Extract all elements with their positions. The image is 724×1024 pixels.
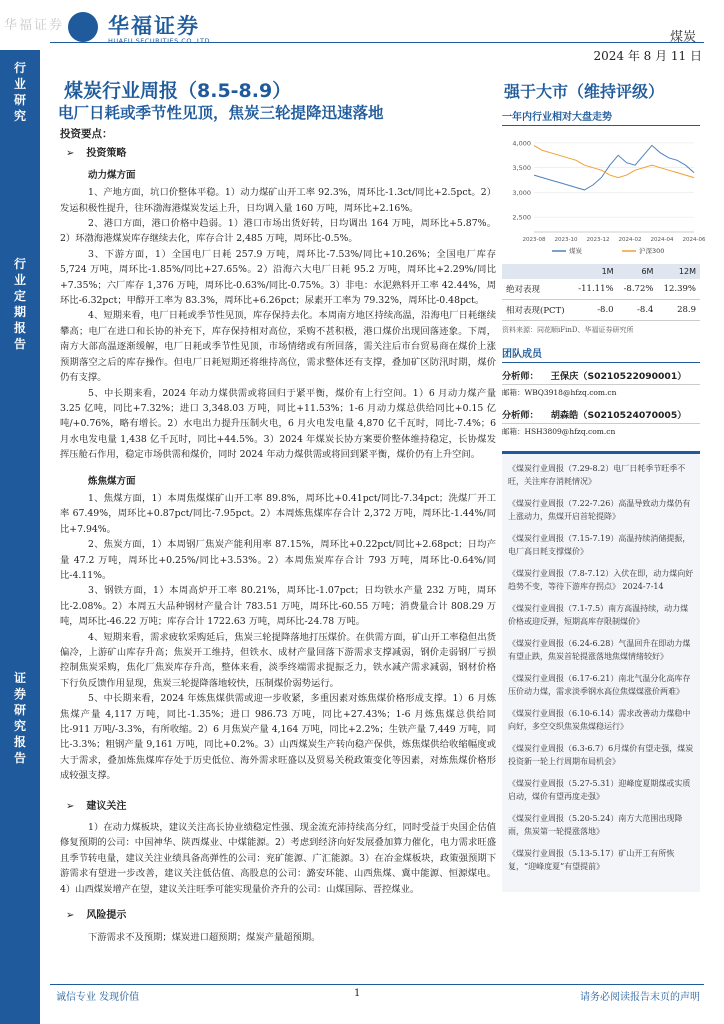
strategy-heading-text: 投资策略 [86,148,127,160]
arrow-bullet-icon: ➢ [66,800,75,812]
risk-heading-text: 风险提示 [86,910,127,922]
related-report-item[interactable]: 《煤炭行业周报（5.20-5.24）南方大范围出现降雨，焦炭第一轮提涨落地》 [508,814,683,836]
coking-heading: 炼焦煤方面 [88,475,136,487]
chart-header: 一年内行业相对大盘走势 [502,108,700,126]
coking-para-5: 5、中长期来看，2024 年炼焦煤供需或迎一步收紧，多重因素对炼焦煤价格形成支撑。1）6 月炼焦煤产量 4,117 万吨，同比-1.35%；进口 986.73 万吨，同比+27.43%；1-6 月炼焦煤总供给同比-911 万吨/-3.3%，有所收缩。2）6 月焦炭产量 4,164 万吨，同比+2.2%；生铁产量 7,449 万吨，同比-3.3%；粗钢产量 9,161 万吨，同比+0.2%。3）山西煤炭生产转向稳产保供，炼焦煤供给收缩幅度或大于需求，叠加炼焦煤库存处于历史低位、海外需求旺盛以及贸易关税政策变化等因素，对炼焦煤价格形成较强支撑。 [60,693,496,782]
team-header: 团队成员 [502,345,700,363]
coking-para-4: 4、短期来看，需求疲软采购延后，焦炭三轮提降落地打压煤价。在供需方面，矿山开工率稳但出货偏冷，上游矿山库存升高；焦炭开工维持，但铁水、成材产量回落下游需求支撑减弱，钢价走弱钢厂亏损控制焦炭采购，焦化厂焦炭库存升高，整体来看，淡季终端需求提振乏力，铁水减产需求减弱，钢材价格下行负反馈作用显现，焦炭三轮提降落地较快，压制煤价弱势运行。 [60,631,496,689]
relative-performance-chart [502,132,706,260]
advice-para: 1）在动力煤板块，建议关注高长协业绩稳定性强、现金流充沛持续高分红，同时受益于央国企估值修复预期的公司：中国神华、陕西煤业、中煤能源。2）考虑到经济向好发展叠加算力催化，电力需求旺盛且季节转电量，建议关注业绩具备高弹性的公司：兖矿能源、广汇能源。3）在冶金煤板块，政策强预期下游需求有望进一步改善，建议关注低估值、高股息的公司：潞安环能、山西焦煤、冀中能源、恒源煤电。4）山西煤炭增产在望，建议关注旺季可能实现量价齐升的公司：山煤国际、晋控煤业。 [60,822,496,895]
right-column [502,108,706,892]
analyst-name: 王保庆（S0210522090001） [550,371,687,382]
related-report-item[interactable]: 《煤炭行业周报（6.17-6.21）南北气温分化高库存压价动力煤，需求淡季钢水高位焦煤煤涨价两难》 [508,674,691,696]
legend-label: 煤炭 [569,247,582,255]
coking-para-1: 1、焦煤方面，1）本周焦煤煤矿山开工率 89.8%，周环比+0.41pct/同比-7.34pct；洗煤厂开工率 67.49%，周环比+0.87pct/同比-7.95pct。2）本周炼焦煤库存合计 2,372 万吨，周环比-1.44%/同比+7.94%。 [60,492,496,535]
page-subtitle: 电厂日耗或季节性见顶，焦炭三轮提降迅速落地 [58,104,384,122]
advice-heading-text: 建议关注 [86,800,127,812]
related-report-item[interactable]: 《煤炭行业周报（7.8-7.12）入伏在即，动力煤向好趋势不变，等待下游库存拐点》 2024-7-14 [508,569,694,591]
rating: 强于大市（维持评级） [504,82,665,101]
report-date: 2024 年 8 月 11 日 [593,49,702,63]
perf-header-cell: 1M [572,264,618,279]
strategy-section-heading [66,146,496,161]
summary-heading: 投资要点： [60,128,113,140]
sidebar-label-periodic-report: 行业定期报告 [13,257,26,351]
perf-header-cell: 6M [618,264,658,279]
analyst-name: 胡森皓（S0210524070005） [550,410,687,421]
y-tick-label: 3,500 [512,164,531,173]
arrow-bullet-icon: ➢ [66,148,75,160]
thermal-para-3: 3、下游方面，1）全国电厂日耗 257.9 万吨，周环比-7.53%/同比+10.26%；全国电厂库存 5,724 万吨，周环比-1.85%/同比+27.65%。2）沿海六大电厂日耗 95.2 万吨，周环比+2.29%/同比+7.35%；六厂库存 1,376 万吨，周环比-0.63%/同比-0.75%。3）非电：水泥熟料开工率 42.44%，周环比-6.32pct；甲醇开工率为 83.3%，周环比+6.26pct；尿素开工率为 79.32%，周环比-0.48pct。 [60,248,496,307]
perf-header-cell: 12M [657,264,700,279]
x-tick-label: 2024-04 [650,237,674,243]
analyst-email[interactable]: 邮箱：WBQ3918@hfzq.com.cn [502,388,617,397]
risk-para: 下游需求不及预期；煤炭进口超预期；煤炭产量超预期。 [88,931,321,943]
y-tick-label: 3,000 [512,188,531,197]
perf-cell: -11.11% [572,279,618,300]
perf-cell: -8.4 [618,300,658,321]
related-report-item[interactable]: 《煤炭行业周报（6.3-6.7）6月煤价有望走强，煤炭投资新一轮上行周期布局机会》 [508,744,694,766]
analyst-email[interactable]: 邮箱：HSH3809@hfzq.com.cn [502,427,616,436]
coking-para-3: 3、钢铁方面，1）本周高炉开工率 80.21%，周环比-1.07pct；日均铁水产量 232 万吨，周环比-2.08%。2）本周五大品种钢材产量合计 783.51 万吨，周环比-60.55 万吨；消费量合计 808.29 万吨，周环比-46.22 万吨；库存合计 1722.63 万吨，周环比-24.78 万吨。 [60,585,496,628]
table-row [502,279,700,300]
footer-slogan: 诚信专业 发现价值 [56,992,140,1003]
perf-row-label: 相对表现(PCT) [502,300,572,321]
advice-section-heading [66,799,496,814]
chart-source: 资料来源：同花顺iFinD、华福证券研究所 [502,326,634,334]
coking-para-2: 2、焦炭方面，1）本周钢厂焦炭产能利用率 87.15%，周环比+0.22pct/同比+2.68pct；日均产量 47.2 万吨，周环比+0.25%/同比+3.53%。2）本周焦炭库存合计 793 万吨，周环比-0.64%/同比-4.11%。 [60,539,496,581]
main-content [60,127,496,945]
sidebar [0,50,40,1024]
chart-svg [502,132,706,260]
series-line-2 [534,145,694,177]
related-report-item[interactable]: 《煤炭行业周报（6.24-6.28）气温回升在即动力煤有望止跌，焦炭首轮提涨落地焦煤情绪较好》 [508,639,691,661]
perf-row-label: 绝对表现 [502,279,572,300]
perf-header-cell [502,264,572,279]
thermal-heading: 动力煤方面 [88,169,136,181]
y-tick-label: 4,000 [512,139,531,148]
logo-emblem-icon [68,12,98,42]
legend-label: 沪深300 [639,247,665,255]
logo-name-cn: 华福证券 [108,14,200,38]
page-title: 煤炭行业周报（8.5-8.9） [64,80,292,102]
x-tick-label: 2023-12 [586,237,610,243]
thermal-para-4: 4、短期来看，电厂日耗或季节性见顶，库存保持去化。本周南方地区持续高温，沿海电厂日耗继续攀高；电厂在进口和长协的补充下，库存保持相对高位，采购不甚积极，港口煤价出现回落迹象。下周，南方大部高温逐渐缓解，电厂日耗或季节性见顶，市场情绪或有所回落，需关注后市台贸易商在煤价上涨预期落空之后的库存操作。但电厂日耗短期还将维持高位，需求整体还有支撑，叠加矿区防汛时期，煤价仍有支撑。 [60,310,496,384]
footer-divider [50,984,704,985]
analyst-2 [502,405,700,424]
table-row [502,300,700,321]
x-tick-label: 2024-02 [618,237,642,243]
footer-disclaimer: 请务必阅读报告末页的声明 [580,992,700,1003]
perf-cell: -8.72% [618,279,658,300]
arrow-bullet-icon: ➢ [66,910,75,922]
x-tick-label: 2023-10 [554,237,578,243]
y-tick-label: 2,500 [512,213,531,222]
perf-cell: 28.9 [657,300,700,321]
analyst-role: 分析师： [502,371,539,382]
sidebar-label-securities-report: 证券研究报告 [13,671,26,765]
related-report-item[interactable]: 《煤炭行业周报（5.27-5.31）迎峰度夏期煤或实质启动，煤价有望再度走强》 [508,779,691,801]
perf-cell: -8.0 [572,300,618,321]
related-report-item[interactable]: 《煤炭行业周报（7.22-7.26）高温导致动力煤仍有上涨动力，焦煤开启首轮提降》 [508,499,691,521]
related-report-item[interactable]: 《煤炭行业周报（5.13-5.17）矿山开工有所恢复，“迎峰度夏”有望提前》 [508,849,675,871]
thermal-para-5: 5、中长期来看，2024 年动力煤供需或将回归于紧平衡，煤价有上行空间。1）6 月动力煤产量 3.25 亿吨，同比+7.32%；进口 3,348.03 万吨，同比+11.53%；1-6 月动力煤总供给同比+0.15 亿吨/+0.76%，略有增长。2）水电出力提升压制火电，6 月火电发电量 4,870 亿千瓦时，同比-7.4%；6 月水电发电量 1,438 亿千瓦时，同比+44.5%。3）2024 年煤炭长协方案要价整体维持稳定，长协煤发挥压舱石作用，稳定市场供需和煤价，同时 2024 年动力煤供需或将回到紧平衡，煤价仍有上升空间。 [60,387,496,461]
perf-header-row [502,264,700,279]
risk-section-heading [66,908,496,923]
thermal-para-1: 1、产地方面，坑口价整体平稳。1）动力煤矿山开工率 92.3%，周环比-1.3ct/同比+2.5pct。2）发运积极性提升，往环渤海港煤炭发运上升，日均调入量 160 万吨，周环比+2.16%。 [60,187,496,214]
related-reports [502,451,700,892]
sidebar-label-industry-research: 行业研究 [13,61,26,123]
watermark: 华福证券 [4,18,65,33]
industry-tag: 煤炭 [669,30,696,45]
perf-cell: 12.39% [657,279,700,300]
x-tick-label: 2023-08 [522,237,546,243]
header-divider [50,42,704,43]
performance-table [502,264,700,321]
x-tick-label: 2024-06 [682,237,706,243]
logo-name-en: HUAFU SECURITIES CO.,LTD. [108,37,213,45]
analyst-role: 分析师： [502,410,539,421]
related-report-item[interactable]: 《煤炭行业周报（6.10-6.14）需求改善动力煤稳中向好，多空交织焦炭焦煤稳运行》 [508,709,691,731]
thermal-para-2: 2、港口方面，港口价格中趋弱。1）港口市场出货好转，日均调出 164 万吨，周环比+5.87%。2）环渤海港煤炭库存继续去化，库存合计 2,485 万吨，周环比-0.5%。 [60,218,496,245]
analyst-1 [502,366,700,385]
page-number: 1 [354,988,361,999]
related-report-item[interactable]: 《煤炭行业周报（7.15-7.19）高温持续消储提振，电厂高日耗支撑煤价》 [508,534,691,556]
related-report-item[interactable]: 《煤炭行业周报（7.29-8.2）电厂日耗季节旺季不旺，关注库存消耗情况》 [508,464,686,486]
related-report-item[interactable]: 《煤炭行业周报（7.1-7.5）南方高温持续，动力煤价格或迎反弹，短期高库存限制煤价》 [508,604,689,626]
